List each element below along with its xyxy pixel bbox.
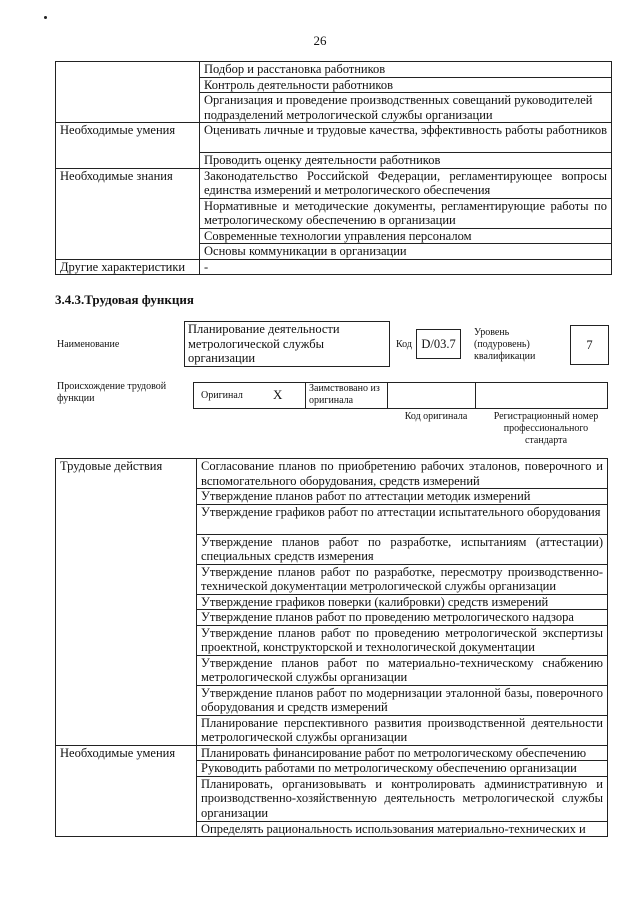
row-label: Трудовые действия [56,459,197,746]
table-cell: Проводить оценку деятельности работников [200,153,612,169]
table-cell: Современные технологии управления персоналом [200,228,612,244]
borrowed-label: Заимствовано из оригинала [309,383,380,406]
table-cell: Утверждение планов работ по разработке, испытаниям (аттестации) специальных средств измерения [197,534,608,564]
table-cell: Утверждение планов работ по разработке, пересмотру производственно-технической документации метрологической службы организации [197,564,608,594]
table-cell: Руководить работами по метрологическому обеспечению организации [197,761,608,777]
table-cell: Определять рациональность использования материально-технических и [197,821,608,837]
level-value: 7 [586,338,593,352]
level-label: Уровень (подуровень) квалификации [474,327,536,362]
row-label: Необходимые умения [56,745,197,837]
table-cell: Контроль деятельности работников [200,77,612,93]
competency-table-top [55,61,612,275]
table-cell: Нормативные и методические документы, регламентирующие работы по метрологическому обеспечению в организации [200,198,612,228]
table-cell: Утверждение графиков работ по аттестации испытательного оборудования [197,504,608,534]
table-cell: Утверждение планов работ по модернизации эталонной базы, поверочного оборудования и средств измерений [197,685,608,715]
table-cell: Законодательство Российской Федерации, регламентирующее вопросы единства измерений и метрологического обеспечения [200,168,612,198]
table-row [56,123,612,153]
table-cell: Утверждение планов работ по проведению метрологического надзора [197,610,608,626]
page-number: 26 [313,33,327,48]
competency-table-bottom [55,458,608,837]
table-cell: - [200,259,612,275]
table-cell: Утверждение планов работ по аттестации методик измерений [197,489,608,505]
original-label: Оригинал [201,390,243,401]
table-row [56,745,608,761]
row-label: Необходимые умения [56,123,200,169]
code-label: Код [396,339,412,350]
table-cell: Планировать финансирование работ по метрологическому обеспечению [197,745,608,761]
table-cell: Утверждение графиков поверки (калибровки) средств измерений [197,594,608,610]
table-cell: Согласование планов по приобретению рабочих эталонов, поверочного и вспомогательного оборудования, средств измерений [197,459,608,489]
origin-label: Происхождение трудовой функции [57,381,167,404]
origin-divider [475,382,476,409]
table-row [56,168,612,198]
row-label: Необходимые знания [56,168,200,259]
table-cell: Утверждение планов работ по материально-техническому снабжению метрологической службы организации [197,655,608,685]
origin-divider [305,382,306,409]
table-row [56,259,612,275]
table-cell: Организация и проведение производственных совещаний руководителей подразделений метрологической службы организации [200,93,612,123]
table-cell: Основы коммуникации в организации [200,244,612,260]
table-cell: Оценивать личные и трудовые качества, эффективность работы работников [200,123,612,153]
origin-box [193,382,608,409]
row-label: Другие характеристики [56,259,200,275]
section-heading: 3.4.3.Трудовая функция [55,292,194,307]
name-label: Наименование [57,339,120,350]
original-mark: X [273,387,283,402]
row-label [56,62,200,123]
reg-number-caption: Регистрационный номер профессионального стандарта [493,411,599,446]
table-cell: Утверждение планов работ по проведению метрологической экспертизы проектной, конструкторской и технологической документации [197,625,608,655]
table-cell: Подбор и расстановка работников [200,62,612,78]
name-value: Планирование деятельности метрологической службы организации [188,322,340,365]
code-value: D/03.7 [421,337,456,351]
table-row [56,62,612,78]
table-row [56,459,608,489]
code-original-caption: Код оригинала [404,411,468,422]
table-cell: Планировать, организовывать и контролировать административную и производственно-хозяйственную деятельность метрологической службы организации [197,776,608,821]
scan-dot [44,16,47,19]
table-cell: Планирование перспективного развития производственной деятельности метрологической службы организации [197,715,608,745]
